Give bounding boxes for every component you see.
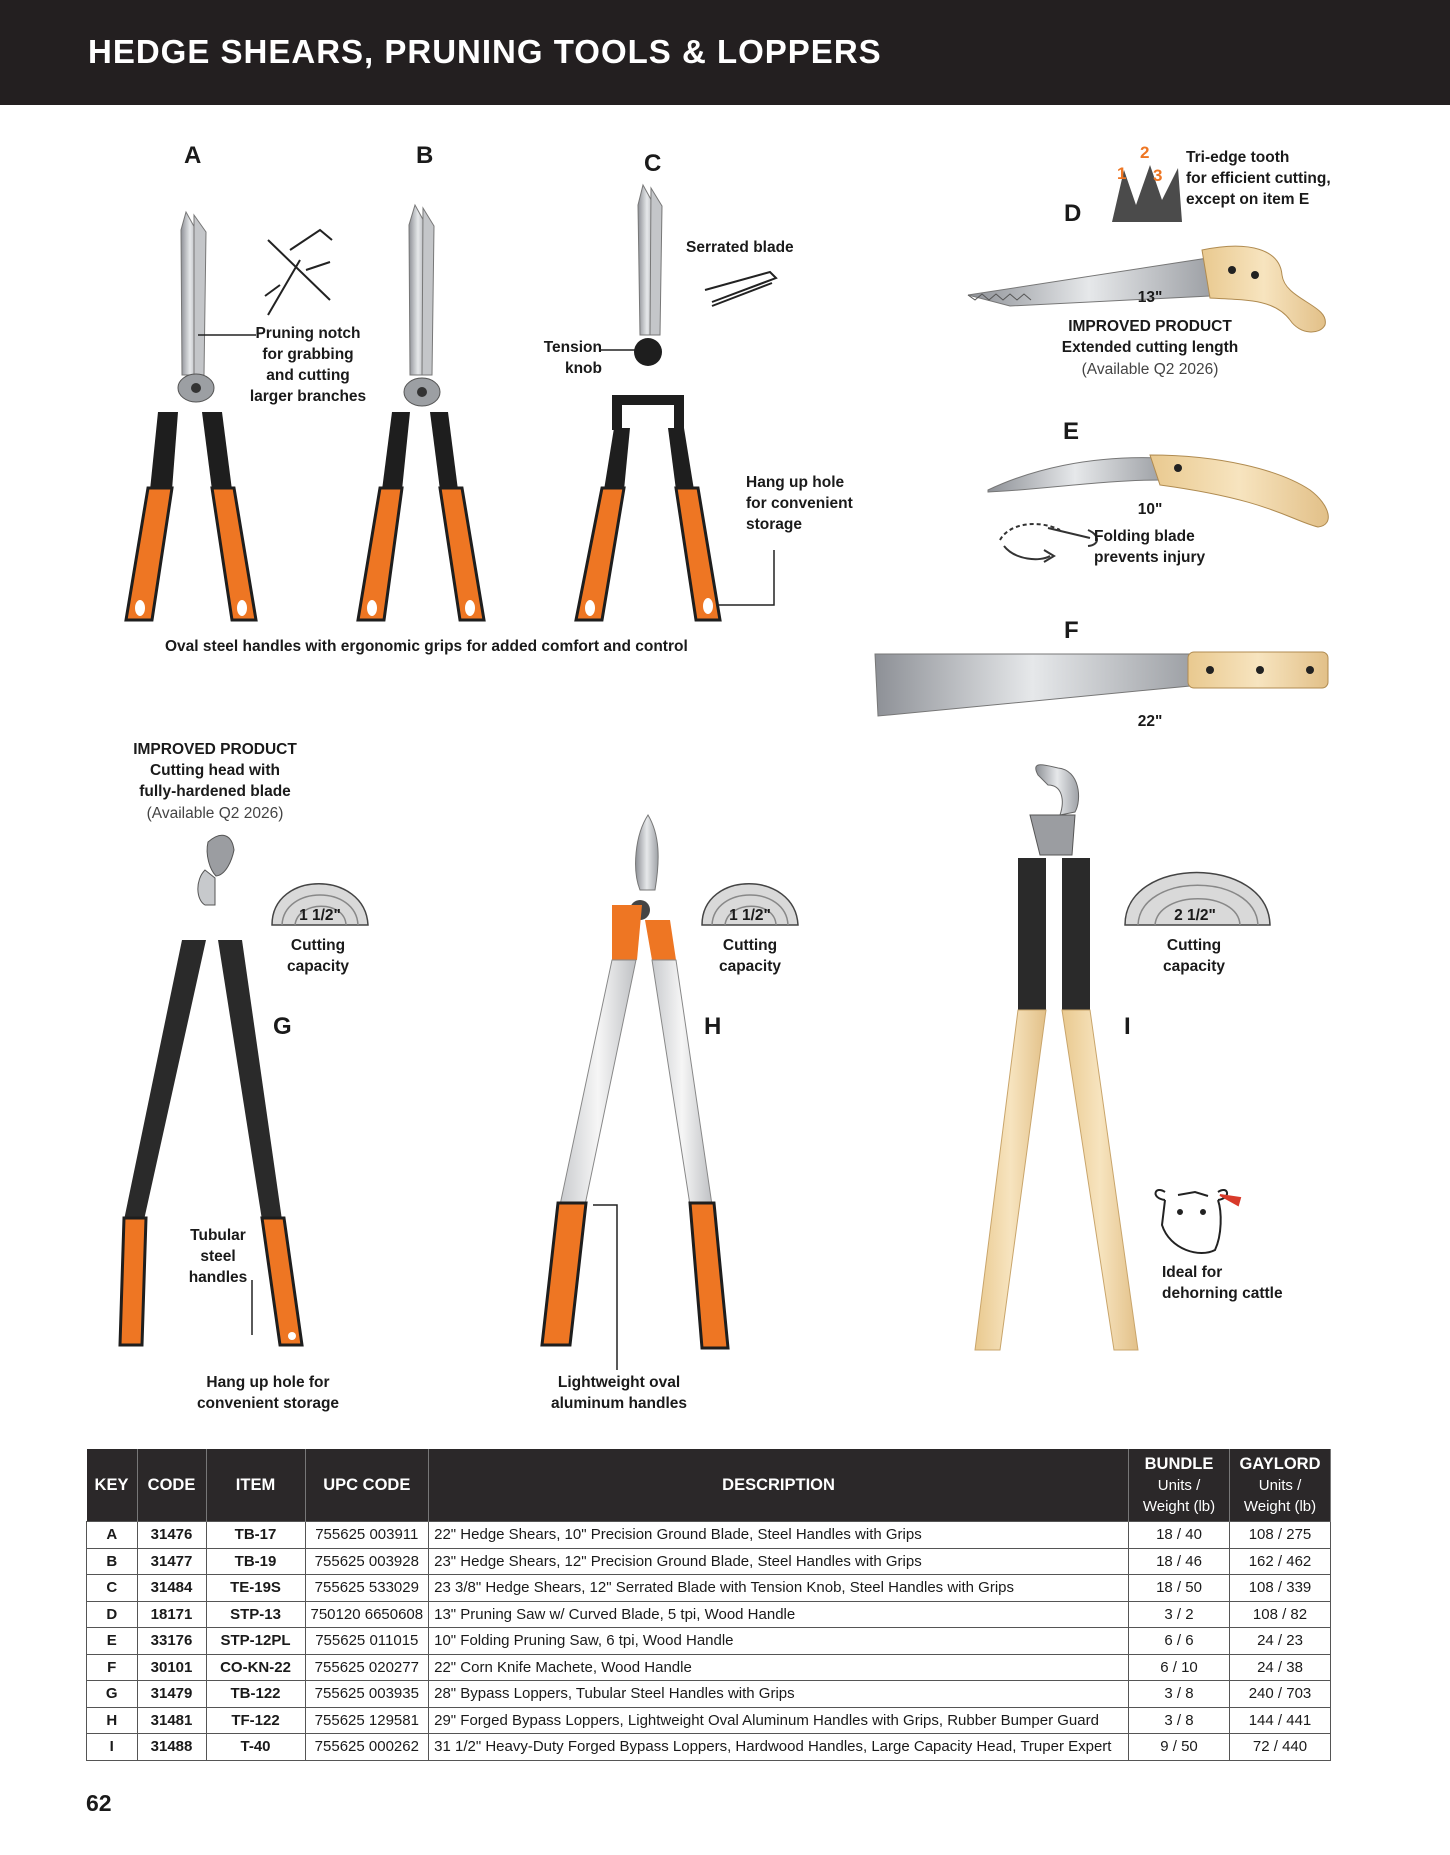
saw-e-size: 10" [1137, 501, 1163, 518]
col-item: ITEM [206, 1449, 305, 1522]
cell-item: TB-19 [206, 1548, 305, 1575]
cell-bundle: 18 / 46 [1129, 1548, 1230, 1575]
cell-description: 22" Hedge Shears, 10" Precision Ground Blade, Steel Handles with Grips [429, 1522, 1129, 1549]
cell-bundle: 3 / 8 [1129, 1681, 1230, 1708]
capacity-i-label: Cutting capacity [1162, 937, 1226, 975]
cell-key: E [87, 1628, 138, 1655]
cell-item: T-40 [206, 1734, 305, 1761]
dehorning-callout: Ideal for dehorning cattle [1162, 1264, 1283, 1302]
cell-upc: 755625 533029 [305, 1575, 429, 1602]
improved-d-text: Extended cutting length [1061, 339, 1239, 356]
cell-upc: 755625 000262 [305, 1734, 429, 1761]
key-g-label: G [273, 1013, 292, 1040]
col-upc: UPC CODE [305, 1449, 429, 1522]
serrated-blade-callout: Serrated blade [686, 239, 794, 256]
cell-description: 23" Hedge Shears, 12" Precision Ground Blade, Steel Handles with Grips [429, 1548, 1129, 1575]
key-d-label: D [1064, 200, 1082, 227]
cell-description: 28" Bypass Loppers, Tubular Steel Handles with Grips [429, 1681, 1129, 1708]
key-i-label: I [1124, 1013, 1131, 1040]
tri-edge-num-1: 1 [1117, 164, 1127, 183]
col-bundle [1129, 1449, 1230, 1522]
cell-code: 31484 [137, 1575, 206, 1602]
table-row [87, 1522, 1331, 1549]
shear-a-image [126, 212, 256, 620]
cell-upc: 755625 011015 [305, 1628, 429, 1655]
col-code: CODE [137, 1449, 206, 1522]
cell-upc: 755625 003928 [305, 1548, 429, 1575]
cell-gaylord: 108 / 339 [1230, 1575, 1331, 1602]
table-row [87, 1734, 1331, 1761]
cell-code: 18171 [137, 1601, 206, 1628]
machete-f-image [875, 652, 1328, 716]
cell-key: D [87, 1601, 138, 1628]
capacity-g-value: 1 1/2" [299, 907, 341, 924]
cell-bundle: 6 / 10 [1129, 1654, 1230, 1681]
cell-code: 30101 [137, 1654, 206, 1681]
capacity-i-value: 2 1/2" [1174, 907, 1216, 924]
cell-gaylord: 108 / 82 [1230, 1601, 1331, 1628]
cell-code: 31476 [137, 1522, 206, 1549]
cell-gaylord: 108 / 275 [1230, 1522, 1331, 1549]
cell-bundle: 6 / 6 [1129, 1628, 1230, 1655]
cell-upc: 755625 129581 [305, 1707, 429, 1734]
cell-item: STP-12PL [206, 1628, 305, 1655]
folding-blade-callout: Folding blade prevents injury [1094, 528, 1206, 566]
cell-upc: 750120 6650608 [305, 1601, 429, 1628]
tension-knob-callout: Tension knob [543, 339, 602, 377]
cell-code: 31481 [137, 1707, 206, 1734]
cell-description: 29" Forged Bypass Loppers, Lightweight Oval Aluminum Handles with Grips, Rubber Bumper Guard [429, 1707, 1129, 1734]
table-row [87, 1654, 1331, 1681]
capacity-h-label: Cutting capacity [718, 937, 782, 975]
col-description: DESCRIPTION [429, 1449, 1129, 1522]
cell-code: 33176 [137, 1628, 206, 1655]
table-row [87, 1548, 1331, 1575]
lopper-i-image [975, 765, 1138, 1350]
key-e-label: E [1063, 418, 1080, 445]
cell-description: 10" Folding Pruning Saw, 6 tpi, Wood Handle [429, 1628, 1129, 1655]
key-h-label: H [704, 1013, 722, 1040]
cell-item: TB-122 [206, 1681, 305, 1708]
table-row [87, 1681, 1331, 1708]
tri-edge-num-2: 2 [1140, 143, 1150, 162]
cell-item: TE-19S [206, 1575, 305, 1602]
product-spec-table [86, 1449, 1331, 1761]
cell-code: 31488 [137, 1734, 206, 1761]
col-gaylord-sub: Units / Weight (lb) [1243, 1476, 1317, 1515]
pruning-notch-icon [265, 230, 332, 315]
machete-f-size: 22" [1137, 713, 1163, 730]
hang-up-hole-g-callout: Hang up hole for convenient storage [196, 1374, 340, 1412]
cell-gaylord: 24 / 23 [1230, 1628, 1331, 1655]
cell-upc: 755625 003911 [305, 1522, 429, 1549]
improved-d-title: IMPROVED PRODUCT [1068, 318, 1232, 335]
cell-description: 13" Pruning Saw w/ Curved Blade, 5 tpi, Wood Handle [429, 1601, 1129, 1628]
improved-g-text: Cutting head with fully-hardened blade [139, 762, 291, 800]
cell-key: C [87, 1575, 138, 1602]
cell-description: 31 1/2" Heavy-Duty Forged Bypass Loppers, Hardwood Handles, Large Capacity Head, Truper Expert [429, 1734, 1129, 1761]
cell-key: A [87, 1522, 138, 1549]
col-key: KEY [87, 1449, 138, 1522]
cell-gaylord: 24 / 38 [1230, 1654, 1331, 1681]
cell-key: F [87, 1654, 138, 1681]
cell-key: H [87, 1707, 138, 1734]
cell-bundle: 9 / 50 [1129, 1734, 1230, 1761]
lopper-h-image [542, 815, 728, 1348]
oval-handles-callout: Oval steel handles with ergonomic grips for added comfort and control [165, 638, 688, 655]
tri-edge-num-3: 3 [1153, 166, 1163, 185]
improved-g-title: IMPROVED PRODUCT [133, 741, 297, 758]
table-body [87, 1522, 1331, 1761]
table-row [87, 1628, 1331, 1655]
col-bundle-title: BUNDLE [1144, 1454, 1214, 1473]
col-gaylord-title: GAYLORD [1239, 1454, 1321, 1473]
aluminum-handles-callout: Lightweight oval aluminum handles [550, 1374, 688, 1412]
cell-gaylord: 144 / 441 [1230, 1707, 1331, 1734]
key-c-label: C [644, 150, 662, 177]
improved-d-availability: (Available Q2 2026) [1081, 361, 1219, 378]
cell-item: TB-17 [206, 1522, 305, 1549]
pruning-notch-callout: Pruning notch for grabbing and cutting larger branches [249, 325, 367, 405]
cell-upc: 755625 020277 [305, 1654, 429, 1681]
col-bundle-sub: Units / Weight (lb) [1142, 1476, 1216, 1515]
hang-up-hole-callout: Hang up hole for convenient storage [746, 474, 853, 533]
cell-gaylord: 72 / 440 [1230, 1734, 1331, 1761]
cell-item: TF-122 [206, 1707, 305, 1734]
cell-key: B [87, 1548, 138, 1575]
cell-bundle: 18 / 40 [1129, 1522, 1230, 1549]
tri-edge-callout: Tri-edge tooth for efficient cutting, except on item E [1186, 149, 1331, 208]
improved-g-availability: (Available Q2 2026) [146, 805, 284, 822]
cell-item: CO-KN-22 [206, 1654, 305, 1681]
cell-description: 23 3/8" Hedge Shears, 12" Serrated Blade with Tension Knob, Steel Handles with Grips [429, 1575, 1129, 1602]
capacity-g-label: Cutting capacity [286, 937, 350, 975]
cell-item: STP-13 [206, 1601, 305, 1628]
cattle-head-icon [1156, 1190, 1240, 1253]
cell-upc: 755625 003935 [305, 1681, 429, 1708]
cell-code: 31477 [137, 1548, 206, 1575]
serrated-blade-icon [705, 272, 776, 306]
key-a-label: A [184, 142, 202, 169]
table-row [87, 1601, 1331, 1628]
table-row [87, 1575, 1331, 1602]
table-row [87, 1707, 1331, 1734]
cell-gaylord: 162 / 462 [1230, 1548, 1331, 1575]
capacity-h-value: 1 1/2" [729, 907, 771, 924]
shear-b-image [358, 205, 484, 620]
key-b-label: B [416, 142, 434, 169]
page-title: HEDGE SHEARS, PRUNING TOOLS & LOPPERS [88, 33, 882, 70]
tubular-handles-callout: Tubular steel handles [188, 1227, 248, 1286]
cell-description: 22" Corn Knife Machete, Wood Handle [429, 1654, 1129, 1681]
key-f-label: F [1064, 617, 1079, 644]
cell-bundle: 18 / 50 [1129, 1575, 1230, 1602]
cell-key: I [87, 1734, 138, 1761]
saw-d-size: 13" [1137, 289, 1163, 306]
col-gaylord [1230, 1449, 1331, 1522]
cell-gaylord: 240 / 703 [1230, 1681, 1331, 1708]
page-number: 62 [86, 1790, 112, 1816]
folding-blade-icon [1000, 524, 1097, 562]
cell-code: 31479 [137, 1681, 206, 1708]
cell-bundle: 3 / 2 [1129, 1601, 1230, 1628]
cell-bundle: 3 / 8 [1129, 1707, 1230, 1734]
cell-key: G [87, 1681, 138, 1708]
table-header-row [87, 1449, 1331, 1522]
